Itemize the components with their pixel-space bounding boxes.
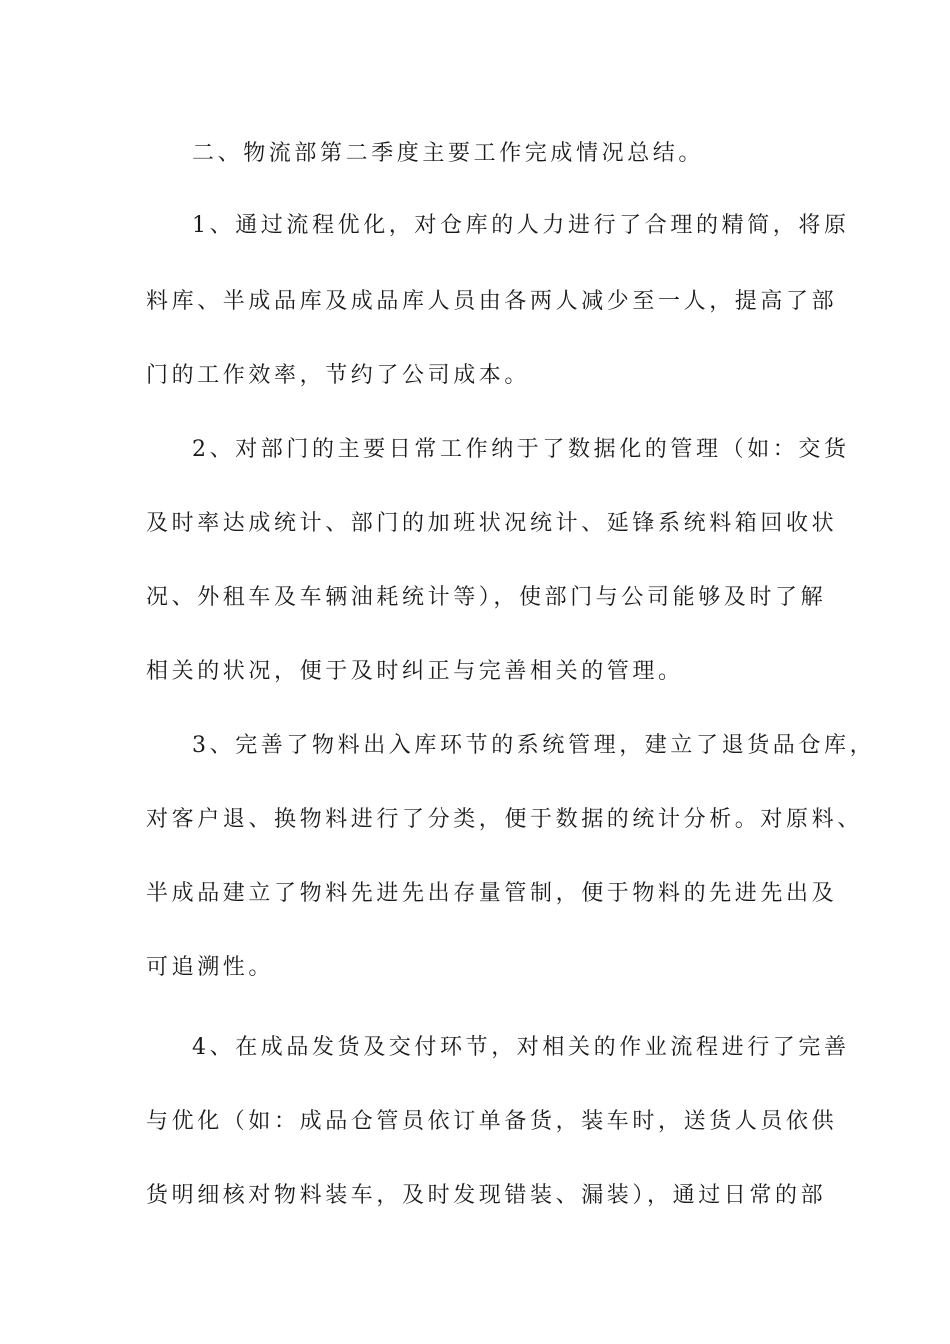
item-3-line-4: 可追溯性。 xyxy=(146,955,275,980)
section-heading: 二、物流部第二季度主要工作完成情况总结。 xyxy=(192,141,705,166)
item-3-line-1: 3、完善了物料出入库环节的系统管理，建立了退货品仓库， xyxy=(192,733,876,758)
item-3-line-3: 半成品建立了物料先进先出存量管制，便于物料的先进先出及 xyxy=(146,881,838,906)
item-1-line-3: 门的工作效率，节约了公司成本。 xyxy=(146,363,531,388)
item-4-line-2: 与优化（如：成品仓管员依订单备货，装车时，送货人员依供 xyxy=(146,1109,838,1134)
item-1-line-1: 1、通过流程优化，对仓库的人力进行了合理的精简，将原 xyxy=(192,213,850,238)
item-2-line-3: 况、外租车及车辆油耗统计等），使部门与公司能够及时了解 xyxy=(146,585,827,610)
item-3-line-2: 对客户退、换物料进行了分类，便于数据的统计分析。对原料、 xyxy=(146,807,863,832)
item-4-line-1: 4、在成品发货及交付环节，对相关的作业流程进行了完善 xyxy=(192,1035,850,1060)
item-1-line-2: 料库、半成品库及成品库人员由各两人减少至一人，提高了部 xyxy=(146,289,838,314)
item-2-line-1: 2、对部门的主要日常工作纳于了数据化的管理（如：交货 xyxy=(192,437,850,462)
item-2-line-2: 及时率达成统计、部门的加班状况统计、延锋系统料箱回收状 xyxy=(146,511,838,536)
item-4-line-3: 货明细核对物料装车，及时发现错装、漏装），通过日常的部 xyxy=(146,1183,827,1208)
item-2-line-4: 相关的状况，便于及时纠正与完善相关的管理。 xyxy=(146,659,684,684)
